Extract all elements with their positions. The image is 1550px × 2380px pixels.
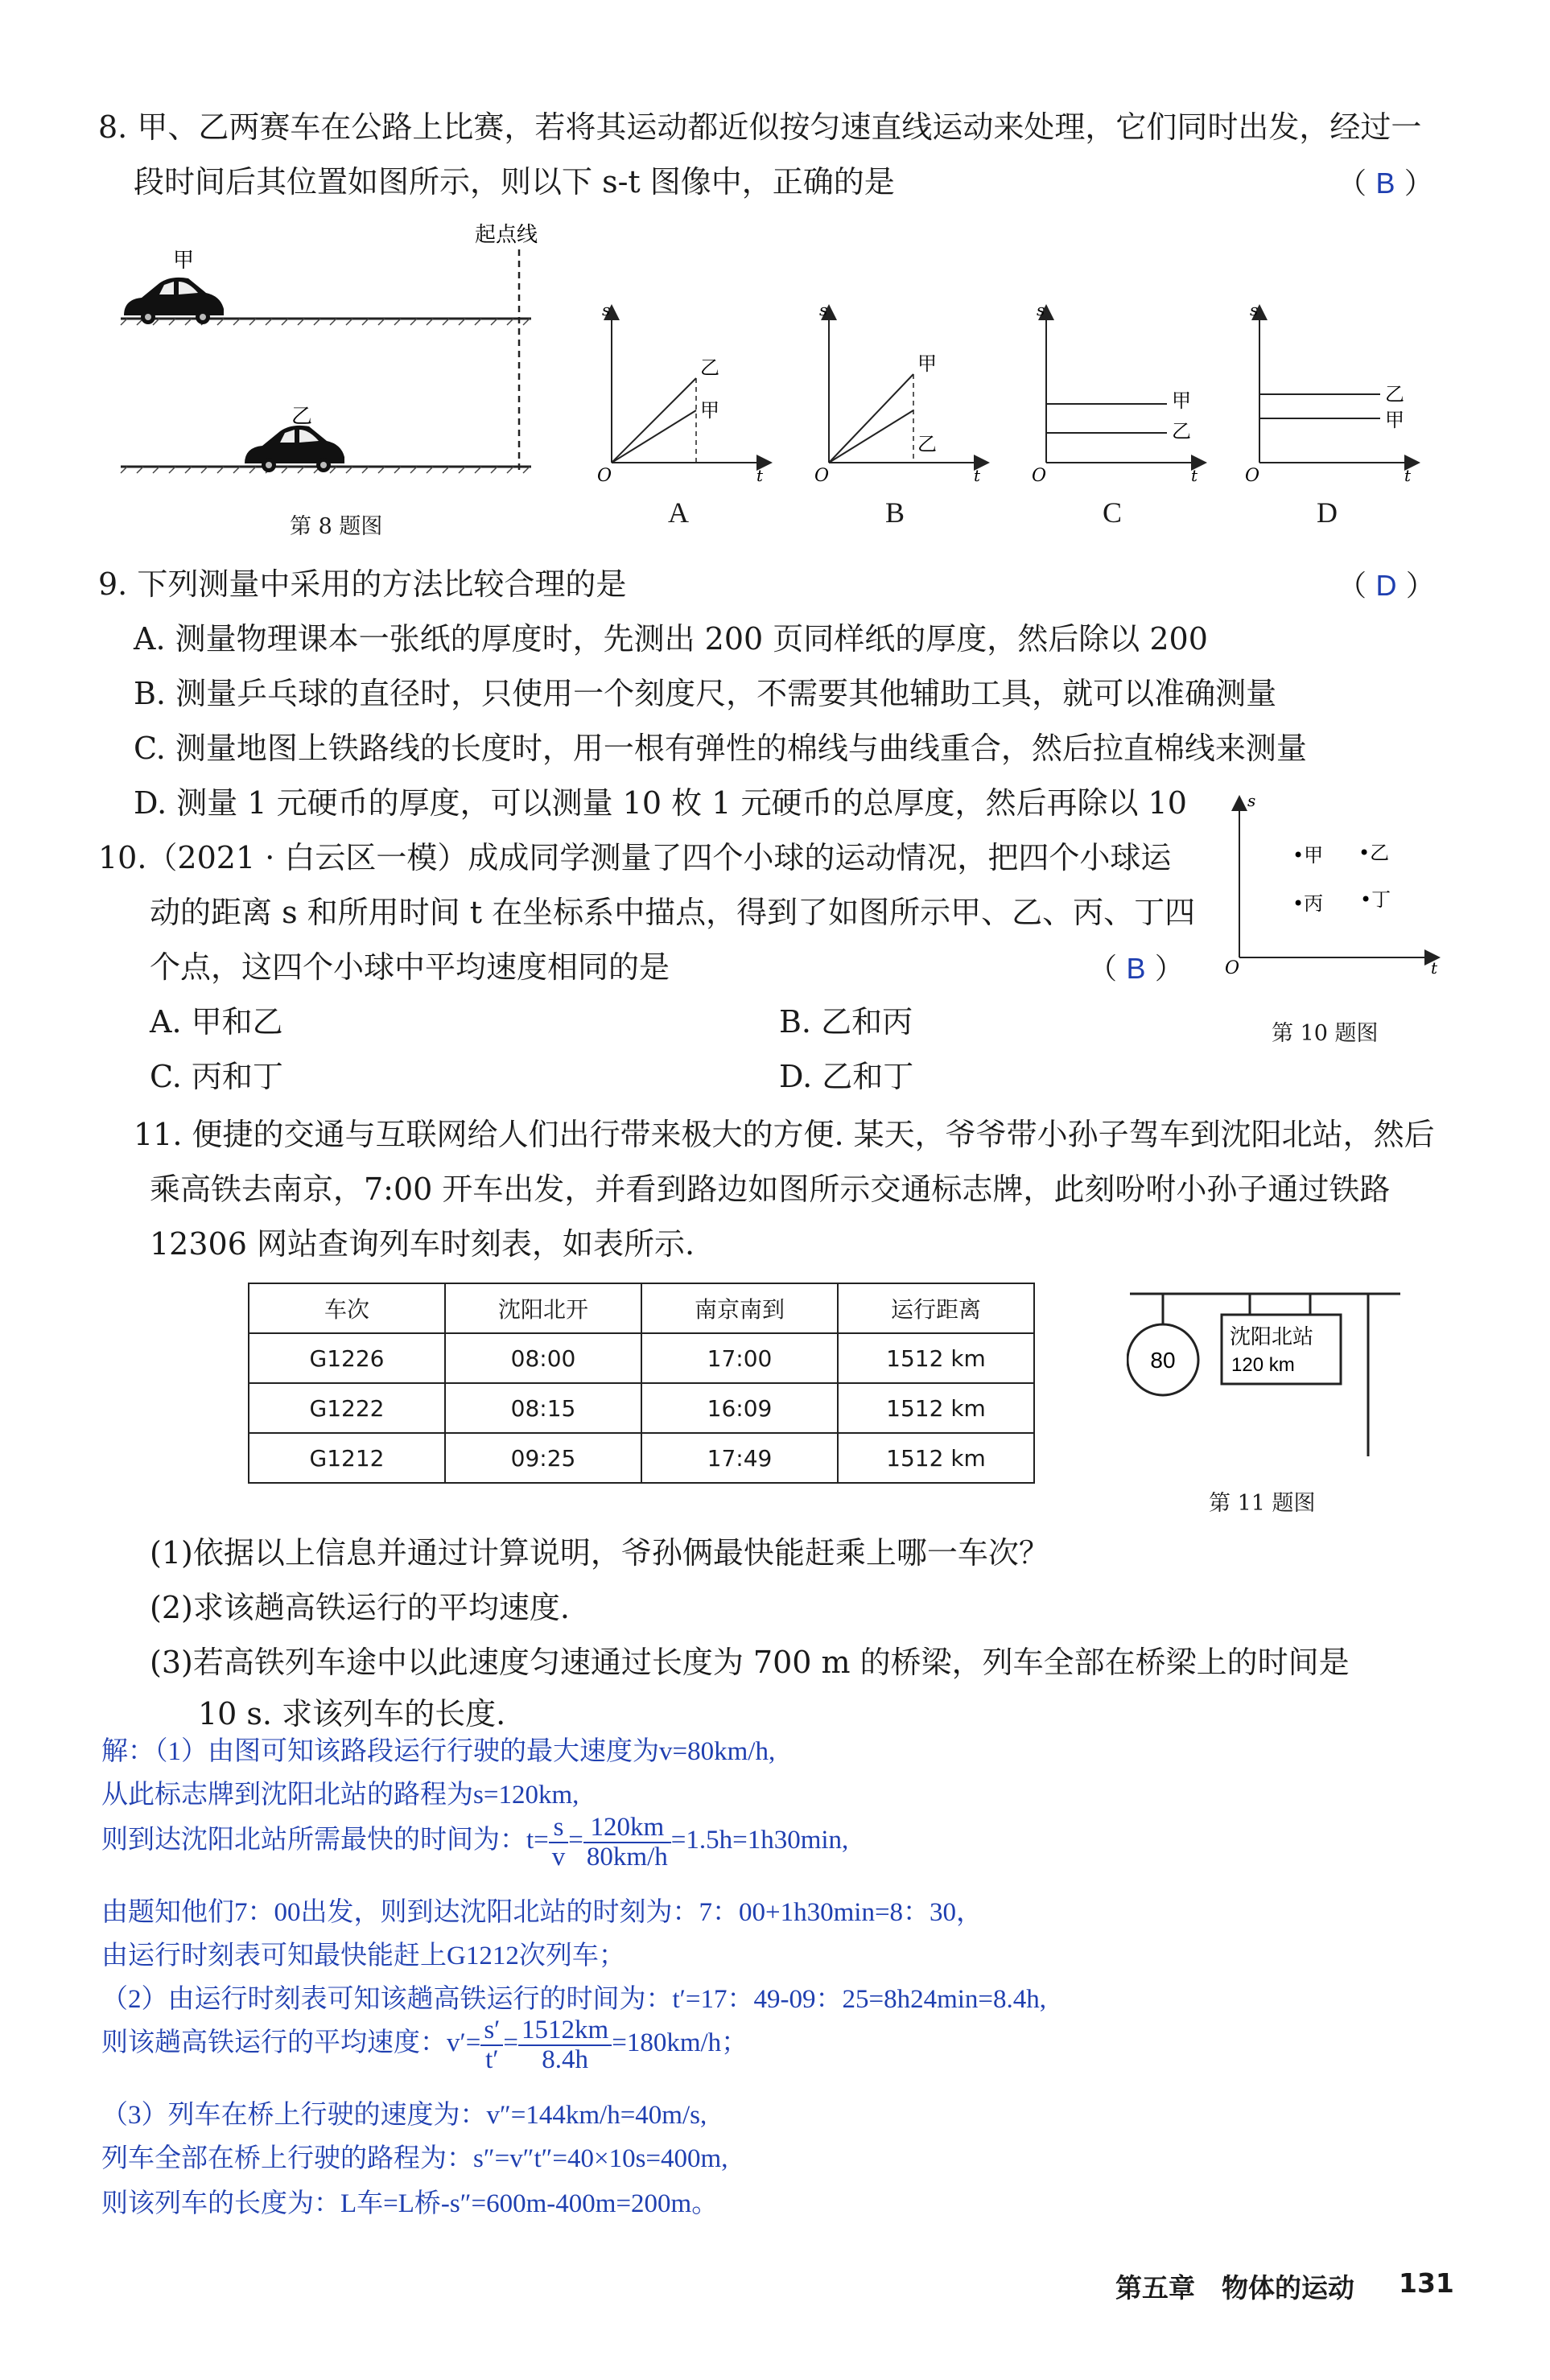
q11-sign-figure [1127,1287,1408,1464]
graph-d-bottom-label: 甲 [1385,409,1404,431]
table-header-row [249,1283,1034,1333]
q9-stem: 9. 下列测量中采用的方法比较合理的是 [98,566,627,602]
table-row [249,1333,1034,1383]
solution-line-7: 则该趟高铁运行的平均速度：v′= $\frac{s'}{t'}$ = $\frac{1512km}{8.4h}$ =180km/h； [101,2016,748,2074]
graph-c-t: t [1191,466,1198,485]
q10-line1: 10.（2021 · 白云区一模）成成同学测量了四个小球的运动情况，把四个小球运 [98,840,1172,875]
graph-a-line-bottom [612,410,696,463]
q8-line2: 段时间后其位置如图所示，则以下 s-t 图像中，正确的是 [134,164,895,200]
table-cell: G1212 [249,1433,445,1483]
graph-a-letter: A [668,496,689,529]
graph-b-t: t [974,466,981,485]
solution-line-10: 则该列车的长度为：L车=L桥-s″=600m-400m=200m。 [101,2189,719,2218]
graph-a-line-top [612,378,696,463]
fraction-120-over-80: $\frac{120km}{80km/h}$ [583,1814,671,1871]
q10-point-bing: •丙 [1292,892,1324,915]
car-jia-label: 甲 [173,249,195,273]
table-row [249,1433,1034,1483]
fraction-s-over-v: $\frac{s}{v}$ [549,1814,569,1871]
graph-b-top-label: 甲 [917,352,937,375]
q11-sub1: (1)依据以上信息并通过计算说明，爷孙俩最快能赶乘上哪一车次？ [150,1535,1049,1571]
graph-c-bottom-label: 乙 [1172,420,1191,443]
q8-graphs [587,298,1433,539]
q10-option-c: C. 丙和丁 [150,1059,283,1094]
solution-line-8: （3）列车在桥上行驶的速度为：v″=144km/h=40m/s, [101,2101,707,2130]
q11-caption: 第 11 题图 [1209,1491,1316,1516]
graph-b-letter: B [885,496,905,529]
q10-point-jia: •甲 [1292,844,1324,867]
fraction-1512-over-8-4: $\frac{1512km}{8.4h}$ [518,2016,612,2073]
table-header-cell: 车次 [249,1283,445,1333]
graph-d-t: t [1404,466,1412,485]
q10-option-b: B. 乙和丙 [779,1004,913,1040]
table-header-cell: 沈阳北开 [445,1283,641,1333]
solution-line-3: 则到达沈阳北站所需最快的时间为：t= $\frac{s}{v}$ = $\frac{120km}{80km/h}$ =1.5h=1h30min, [101,1813,849,1871]
table-row [249,1383,1034,1433]
table-cell: 1512 km [838,1383,1034,1433]
q11-line2: 乘高铁去南京，7:00 开车出发，并看到路边如图所示交通标志牌，此刻吩咐小孙子通过铁路 [150,1171,1391,1207]
table-cell: 08:00 [445,1333,641,1383]
graph-a-t: t [756,466,764,485]
table-cell: 16:09 [641,1383,838,1433]
q10-answer: B [1126,952,1146,985]
q11-line1: 11. 便捷的交通与互联网给人们出行带来极大的方便. 某天，爷爷带小孙子驾车到沈阳北站，然后 [134,1117,1435,1152]
q10-line3: 个点，这四个小球中平均速度相同的是 [150,949,670,985]
q11-sub3a: (3)若高铁列车途中以此速度匀速通过长度为 700 m 的桥梁，列车全部在桥梁上的时间是 [150,1645,1350,1680]
start-line-label: 起点线 [475,223,538,247]
q9-option-d: D. 测量 1 元硬币的厚度，可以测量 10 枚 1 元硬币的总厚度，然后再除以 10 [134,785,1187,821]
graph-c-s: s [1037,300,1045,319]
solution-line-5: 由运行时刻表可知最快能赶上G1212次列车； [101,1941,625,1970]
car-jia-icon [124,278,224,324]
solution-line-2: 从此标志牌到沈阳北站的路程为s=120km, [101,1781,579,1810]
graph-c-top-label: 甲 [1172,389,1191,412]
q10-line2: 动的距离 s 和所用时间 t 在坐标系中描点，得到了如图所示甲、乙、丙、丁四 [150,895,1196,930]
q10-answer-box: （ B ） [1088,952,1184,986]
distance-sign-place: 沈阳北站 [1230,1325,1314,1349]
graph-b [814,300,982,486]
q11-sub3b: 10 s. 求该列车的长度. [198,1696,506,1731]
q8-line1: 8. 甲、乙两赛车在公路上比赛，若将其运动都近似按匀速直线运动来处理，它们同时出发，经过一 [98,109,1422,145]
table-cell: 17:00 [641,1333,838,1383]
solution-line-3-post: =1.5h=1h30min, [670,1826,849,1855]
solution-line-4: 由题知他们7：00出发，则到达沈阳北站的时刻为：7：00+1h30min=8：30， [101,1898,983,1927]
car-yi-icon [245,426,344,472]
graph-d [1245,300,1412,486]
q10-s-label: s [1247,791,1256,810]
q10-figure [1215,789,1449,982]
fraction-s-over-t: $\frac{s'}{t'}$ [480,2016,503,2073]
table-header-cell: 南京南到 [641,1283,838,1333]
graph-d-top-label: 乙 [1385,383,1404,406]
graph-c-o: O [1032,466,1047,486]
graph-a-top-label: 乙 [700,356,719,379]
table-cell: 17:49 [641,1433,838,1483]
q9-answer-box: （ D ） [1338,569,1435,603]
graph-b-bottom-label: 乙 [917,433,937,455]
graph-b-o: O [814,466,830,486]
q9-option-c: C. 测量地图上铁路线的长度时，用一根有弹性的棉线与曲线重合，然后拉直棉线来测量 [134,731,1307,766]
solution-line-7-pre: 则该趟高铁运行的平均速度：v′= [101,2028,481,2058]
q8-answer-box: （ B ） [1338,167,1433,200]
graph-d-letter: D [1317,496,1338,529]
q10-t-label: t [1431,958,1438,978]
solution-line-3-pre: 则到达沈阳北站所需最快的时间为：t= [101,1826,549,1855]
footer-chapter: 第五章 物体的运动 [1115,2272,1354,2304]
graph-d-o: O [1245,466,1260,486]
graph-a-o: O [597,466,612,486]
graph-a-s: s [602,300,611,319]
solution-line-7-post: =180km/h； [612,2028,748,2058]
speed-limit-value: 80 [1150,1348,1176,1373]
table-cell: 09:25 [445,1433,641,1483]
q9-option-a: A. 测量物理课本一张纸的厚度时，先测出 200 页同样纸的厚度，然后除以 200 [134,621,1208,657]
q10-o-label: O [1225,958,1240,978]
q11-sub2: (2)求该趟高铁运行的平均速度. [150,1590,570,1625]
graph-c [1032,300,1199,486]
table-cell: G1222 [249,1383,445,1433]
table-cell: 1512 km [838,1433,1034,1483]
q8-road-figure [113,217,547,523]
q10-option-a: A. 甲和乙 [150,1004,283,1040]
solution-line-6: （2）由运行时刻表可知该趟高铁运行的时间为：t′=17：49-09：25=8h24min=8.4h, [101,1985,1047,2014]
graph-c-letter: C [1103,496,1123,529]
distance-sign-dist: 120 km [1231,1354,1295,1376]
page-number: 131 [1399,2267,1454,2299]
solution-line-1: 解：（1）由图可知该路段运行行驶的最大速度为v=80km/h, [101,1737,776,1766]
q9-option-b: B. 测量乒乓球的直径时，只使用一个刻度尺，不需要其他辅助工具，就可以准确测量 [134,676,1277,711]
solution-line-9: 列车全部在桥上行驶的路程为：s″=v″t″=40×10s=400m, [101,2144,728,2173]
q10-point-ding: •丁 [1360,888,1391,911]
q11-timetable [248,1283,1035,1484]
graph-b-s: s [819,300,828,319]
car-yi-label: 乙 [291,405,313,429]
graph-d-s: s [1250,300,1259,319]
q10-caption: 第 10 题图 [1272,1021,1379,1046]
graph-a [597,300,765,486]
table-cell: G1226 [249,1333,445,1383]
table-cell: 08:15 [445,1383,641,1433]
table-cell: 1512 km [838,1333,1034,1383]
graph-a-bottom-label: 甲 [700,399,719,422]
q9-answer: D [1375,569,1397,602]
q8-caption: 第 8 题图 [290,514,383,539]
q10-point-yi: •乙 [1358,842,1390,864]
table-header-cell: 运行距离 [838,1283,1034,1333]
q10-option-d: D. 乙和丁 [779,1059,914,1094]
q11-line3: 12306 网站查询列车时刻表，如表所示. [150,1226,695,1262]
q8-answer: B [1375,167,1395,200]
